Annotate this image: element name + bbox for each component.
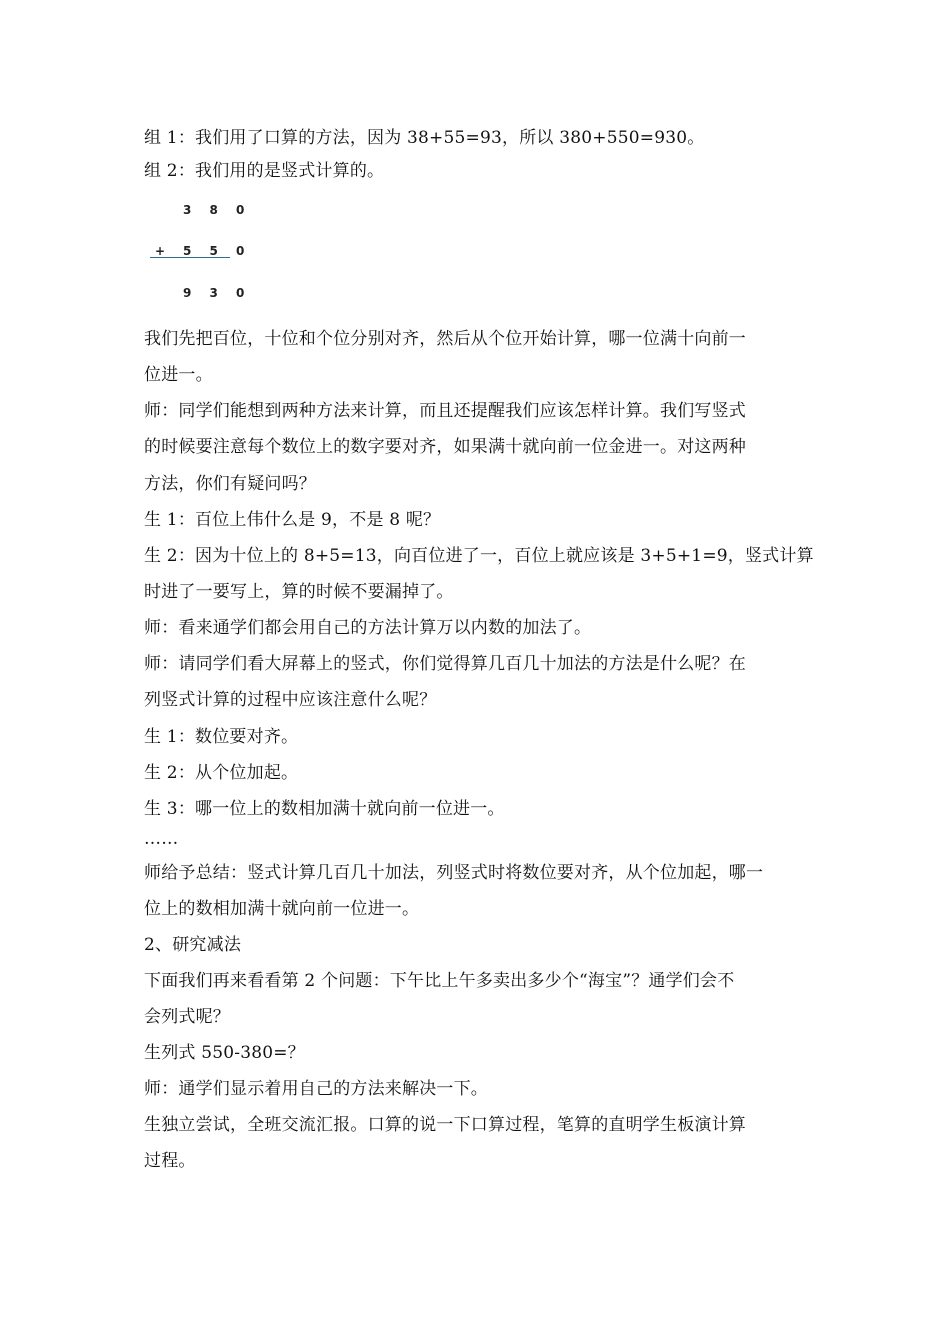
paragraph-line: 师：请同学们看大屏幕上的竖式，你们觉得算几百几十加法的方法是什么呢？在 bbox=[144, 654, 746, 674]
calc-addend-1: 3 8 0 bbox=[183, 203, 252, 217]
paragraph-line: 生 1：数位要对齐。 bbox=[144, 727, 299, 747]
paragraph-line: …… bbox=[144, 829, 179, 849]
paragraph-line: 位进一。 bbox=[144, 365, 213, 385]
paragraph-line: 师：看来通学们都会用自己的方法计算万以内数的加法了。 bbox=[144, 618, 592, 638]
paragraph-line: 方法，你们有疑问吗？ bbox=[144, 474, 316, 494]
paragraph-line: 位上的数相加满十就向前一位进一。 bbox=[144, 899, 420, 919]
paragraph-line: 师：通学们显示着用自己的方法来解决一下。 bbox=[144, 1079, 488, 1099]
paragraph-line: 生独立尝试，全班交流汇报。口算的说一下口算过程，笔算的直明学生板演计算 bbox=[144, 1115, 746, 1135]
calc-operator: + bbox=[155, 244, 173, 258]
paragraph-line: 时进了一要写上，算的时候不要漏掉了。 bbox=[144, 582, 454, 602]
paragraph-line: 的时候要注意每个数位上的数字要对齐，如果满十就向前一位金进一。对这两种 bbox=[144, 437, 746, 457]
paragraph-line: 师：同学们能想到两种方法来计算，而且还提醒我们应该怎样计算。我们写竖式 bbox=[144, 401, 746, 421]
paragraph-line: 师给予总结：竖式计算几百几十加法，列竖式时将数位要对齐，从个位加起，哪一 bbox=[144, 863, 764, 883]
paragraph-line: 生 3：哪一位上的数相加满十就向前一位进一。 bbox=[144, 799, 505, 819]
paragraph-line: 生列式 550-380=？ bbox=[144, 1043, 305, 1063]
paragraph-line: 过程。 bbox=[144, 1151, 196, 1171]
calc-sum-rule bbox=[150, 257, 230, 258]
calc-addend-2: 5 5 0 bbox=[183, 244, 252, 258]
paragraph-line: 下面我们再来看看第 2 个问题：下午比上午多卖出多少个“海宝”？通学们会不 bbox=[144, 971, 735, 991]
paragraph-line: 我们先把百位，十位和个位分别对齐，然后从个位开始计算，哪一位满十向前一 bbox=[144, 329, 746, 349]
paragraph-line: 生 2：因为十位上的 8+5=13，向百位进了一，百位上就应该是 3+5+1=9，竖式计算 bbox=[144, 546, 814, 566]
paragraph-line: 生 1：百位上伟什么是 9，不是 8 呢？ bbox=[144, 510, 441, 530]
paragraph-line: 列竖式计算的过程中应该注意什么呢？ bbox=[144, 690, 437, 710]
paragraph-line: 组 2：我们用的是竖式计算的。 bbox=[144, 161, 385, 181]
section-heading: 2、研究减法 bbox=[144, 935, 242, 955]
paragraph-line: 会列式呢？ bbox=[144, 1007, 230, 1027]
calc-sum: 9 3 0 bbox=[183, 286, 252, 300]
paragraph-line: 生 2：从个位加起。 bbox=[144, 763, 299, 783]
paragraph-line: 组 1：我们用了口算的方法，因为 38+55=93，所以 380+550=930。 bbox=[144, 128, 705, 148]
